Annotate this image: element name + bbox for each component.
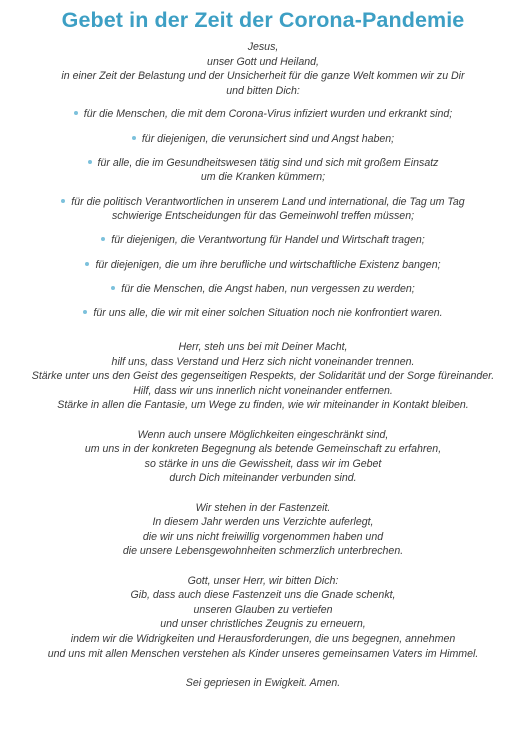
intro-line: und bitten Dich: — [226, 84, 300, 97]
stanza-line: Stärke unter uns den Geist des gegenseitigen Respekts, der Solidarität und der Sorge füreinander. — [31, 370, 495, 383]
petition-line: für uns alle, die wir mit einer solchen Situation noch nie konfrontiert waren. — [93, 306, 443, 319]
stanza-line: die wir uns nicht freiwillig vorgenommen haben und — [142, 530, 384, 543]
stanza-line: indem wir die Widrigkeiten und Herausforderungen, die uns begegnen, annehmen — [70, 632, 456, 645]
petition-item — [10, 306, 516, 321]
petition-line: für diejenigen, die verunsichert sind und Angst haben; — [141, 132, 395, 145]
petition-line: schwierige Entscheidungen für das Gemeinwohl treffen müssen; — [111, 210, 415, 223]
prayer-stanza — [10, 574, 516, 662]
petition-list — [10, 107, 516, 320]
bullet-dot-icon — [88, 160, 92, 164]
petition-item — [10, 195, 516, 224]
bullet-dot-icon — [85, 262, 89, 266]
petition-item — [10, 156, 516, 185]
stanza-line: Stärke in allen die Fantasie, um Wege zu finden, wie wir miteinander in Kontakt bleiben. — [57, 399, 469, 412]
petition-item — [10, 282, 516, 297]
intro-line: Jesus, — [247, 41, 279, 53]
stanza-line: und unser christliches Zeugnis zu erneuern, — [160, 618, 366, 631]
prayer-intro — [10, 40, 516, 98]
petition-line: für die Menschen, die mit dem Corona-Virus infiziert wurden und erkrankt sind; — [83, 108, 453, 121]
stanza-line: durch Dich miteinander verbunden sind. — [169, 472, 357, 485]
stanza-line: die unsere Lebensgewohnheiten schmerzlich unterbrechen. — [122, 545, 404, 558]
stanza-line: Gib, dass auch diese Fastenzeit uns die Gnade schenkt, — [130, 589, 396, 602]
stanza-line: hilf uns, dass Verstand und Herz sich nicht voneinander trennen. — [111, 355, 415, 368]
prayer-stanza — [10, 501, 516, 559]
petition-item — [10, 132, 516, 147]
petition-line: für die politisch Verantwortlichen in unserem Land und international, die Tag um Tag — [71, 195, 465, 208]
intro-line: unser Gott und Heiland, — [207, 55, 319, 68]
intro-line: in einer Zeit der Belastung und der Unsicherheit für die ganze Welt kommen wir zu Dir — [61, 70, 465, 83]
prayer-stanza — [10, 340, 516, 413]
page-title: Gebet in der Zeit der Corona-Pandemie — [61, 8, 465, 32]
stanza-line: Wir stehen in der Fastenzeit. — [195, 501, 331, 514]
bullet-dot-icon — [111, 286, 115, 290]
bullet-dot-icon — [83, 310, 87, 314]
petition-item — [10, 107, 516, 122]
petition-line: für alle, die im Gesundheitswesen tätig sind und sich mit großem Einsatz — [97, 156, 439, 169]
bullet-dot-icon — [132, 136, 136, 140]
closing-line: Sei gepriesen in Ewigkeit. Amen. — [185, 676, 341, 689]
petition-line: um die Kranken kümmern; — [200, 171, 326, 184]
stanza-line: und uns mit allen Menschen verstehen als Kinder unseres gemeinsamen Vaters im Himmel. — [47, 647, 479, 660]
stanza-line: Wenn auch unsere Möglichkeiten eingeschränkt sind, — [137, 428, 389, 441]
stanza-line: Herr, steh uns bei mit Deiner Macht, — [178, 341, 348, 354]
petition-line: für die Menschen, die Angst haben, nun vergessen zu werden; — [121, 282, 415, 295]
stanza-line: unseren Glauben zu vertiefen — [193, 603, 333, 616]
bullet-dot-icon — [101, 237, 105, 241]
petition-item — [10, 258, 516, 273]
bullet-dot-icon — [61, 199, 65, 203]
prayer-stanza — [10, 428, 516, 486]
petition-line: für diejenigen, die Verantwortung für Handel und Wirtschaft tragen; — [111, 234, 425, 247]
stanza-line: Hilf, dass wir uns innerlich nicht voneinander entfernen. — [133, 384, 393, 397]
stanza-line: so stärke in uns die Gewissheit, dass wir im Gebet — [144, 457, 382, 470]
petition-line: für diejenigen, die um ihre berufliche und wirtschaftliche Existenz bangen; — [95, 258, 441, 271]
bullet-dot-icon — [74, 111, 78, 115]
petition-item — [10, 233, 516, 248]
prayer-closing — [10, 676, 516, 691]
stanza-line: Gott, unser Herr, wir bitten Dich: — [187, 574, 339, 587]
stanza-line: In diesem Jahr werden uns Verzichte auferlegt, — [152, 516, 374, 529]
stanza-line: um uns in der konkreten Begegnung als betende Gemeinschaft zu erfahren, — [84, 443, 442, 456]
